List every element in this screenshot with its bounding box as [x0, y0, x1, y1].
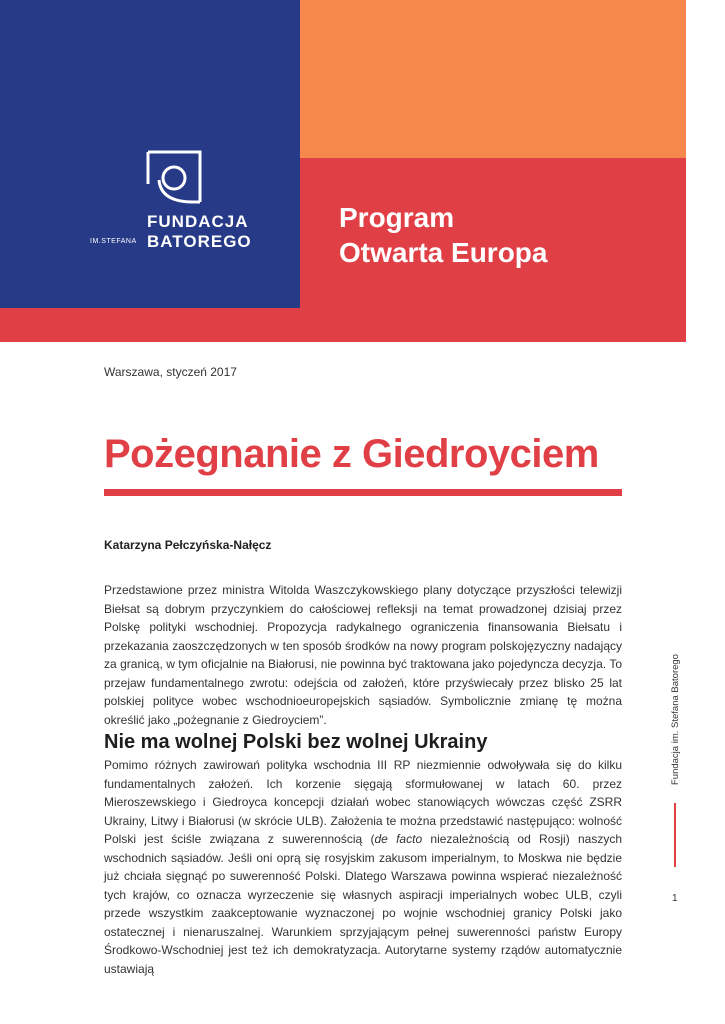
sidebar-foundation-name: Fundacja im. Stefana Batorego: [670, 654, 681, 785]
header-orange-block: [300, 0, 686, 158]
section-italic: de facto: [374, 832, 423, 846]
section-paragraph: [104, 756, 622, 978]
logo-text-im-stefana: IM.STEFANA: [90, 238, 137, 245]
fundacja-batorego-logo-icon: [143, 150, 205, 208]
logo-text-fundacja: FUNDACJA: [147, 212, 249, 231]
document-title: Pożegnanie z Giedroyciem: [104, 432, 599, 476]
program-title: [339, 200, 547, 270]
page-number: 1: [672, 893, 678, 904]
header-red-strip: [0, 308, 300, 342]
intro-paragraph: Przedstawione przez ministra Witolda Waszczykowskiego plany dotyczące przyszłości telewizji Biełsat są dobrym przyczynkiem do całościowej refleksji na temat prowadzonej dzisiaj przez Polskę polityki wschodniej. Propozycja radykalnego ograniczenia finansowania Biełsatu i przekazania zaoszczędzonych w ten sposób środków na nowy program polskojęzyczny nadający za granicą, w tym oficjalnie na Białorusi, nie powinna być traktowana jako pojedyncza decyzja. To przejaw fundamentalnego zwrotu: odejścia od założeń, które przyświecały przez blisko 25 lat polskiej polityce wobec wschodnioeuropejskich sąsiadów. Symbolicznie zmianę tę można określić jako „pożegnanie z Giedroyciem”.: [104, 583, 622, 727]
publication-date: Warszawa, styczeń 2017: [104, 365, 237, 379]
author-name: Katarzyna Pełczyńska-Nałęcz: [104, 538, 272, 552]
program-line-1: Program: [339, 202, 455, 233]
logo-text-batorego: BATOREGO: [147, 232, 252, 251]
sidebar-red-line: [674, 803, 676, 867]
program-line-2: Otwarta Europa: [339, 237, 548, 268]
title-underline: [104, 489, 622, 496]
section-heading: Nie ma wolnej Polski bez wolnej Ukrainy: [104, 731, 488, 753]
section-text-1: Pomimo różnych zawirowań polityka wschodnia III RP niezmiennie odwoływała się do kilku fundamentalnych założeń. Ich korzenie sięgają sformułowanej w latach 60. przez Mieroszewskiego i Giedroyca koncepcji działań wobec stanowiących wówczas część ZSRR Ukrainy, Litwy i Białorusi (w skrócie ULB). Założenia te można przedstawić następująco: wolność Polski jest ściśle związana z suwerennością (: [104, 758, 622, 846]
section-text-2: niezależnością od Rosji) naszych wschodnich sąsiadów. Jeśli oni oprą się rosyjskim zakusom imperialnym, to Moskwa nie będzie już chciała sięgnąć po suwerenność Polski. Dlatego Warszawa powinna wspierać niezależność tych krajów, co oznacza wyrzeczenie się własnych aspiracji imperialnych wobec ULB, czyli przede wszystkim zaakceptowanie wyznaczonej po wojnie wschodniej granicy Polski jako ostatecznej i nienaruszalnej. Warunkiem sprzyjającym pełnej suwerenności państw Europy Środkowo-Wschodniej jest też ich demokratyzacja. Autorytarne systemy rządów automatycznie ustawiają: [104, 832, 623, 976]
